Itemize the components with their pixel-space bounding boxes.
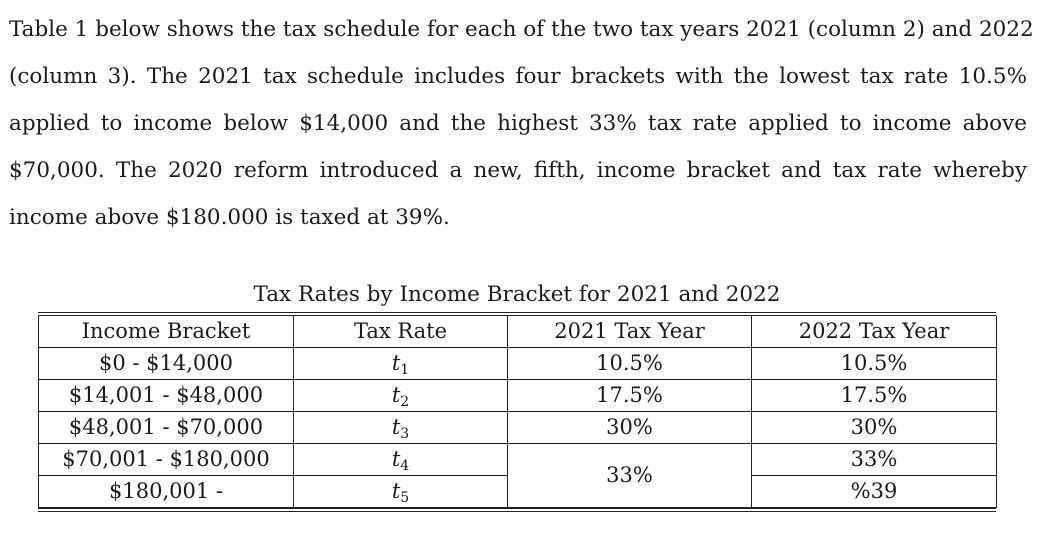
rate-2022-cell: %39 [752, 476, 997, 508]
rate-2021-cell: 17.5% [508, 380, 752, 412]
header-2022: 2022 Tax Year [752, 316, 997, 348]
intro-paragraph [9, 6, 1034, 241]
table-row [39, 380, 997, 412]
table-row [39, 444, 997, 476]
rate-2021-merged-cell: 33% [508, 444, 752, 508]
paragraph-line: income above $180.000 is taxed at 39%. [9, 205, 450, 230]
rate-2022-cell: 10.5% [752, 348, 997, 380]
rate-2022-cell: 30% [752, 412, 997, 444]
header-2021: 2021 Tax Year [508, 316, 752, 348]
rate-2022-cell: 33% [752, 444, 997, 476]
paragraph-line: $70,000. The 2020 reform introduced a new, fifth, income bracket and tax rate whereby [9, 158, 1027, 183]
header-tax-rate: Tax Rate [294, 316, 508, 348]
tax-table [38, 312, 996, 512]
header-income-bracket: Income Bracket [39, 316, 294, 348]
paragraph-line: applied to income below $14,000 and the highest 33% tax rate applied to income above [9, 111, 1027, 136]
table-row [39, 348, 997, 380]
table-row [39, 412, 997, 444]
tax-rate-cell: $t_2$ [294, 380, 508, 412]
rate-2021-cell: 30% [508, 412, 752, 444]
income-bracket-cell: $48,001 - $70,000 [39, 412, 294, 444]
paragraph-line: Table 1 below shows the tax schedule for each of the two tax years 2021 (column 2) and 2022 [9, 17, 1034, 42]
paragraph-line: (column 3). The 2021 tax schedule includes four brackets with the lowest tax rate 10.5% [9, 64, 1027, 89]
tax-rate-cell: $t_5$ [294, 476, 508, 508]
rate-2021-cell: 10.5% [508, 348, 752, 380]
income-bracket-cell: $14,001 - $48,000 [39, 380, 294, 412]
table-header-row [39, 316, 997, 348]
tax-rate-cell: $t_3$ [294, 412, 508, 444]
rate-2022-cell: 17.5% [752, 380, 997, 412]
income-bracket-cell: $70,001 - $180,000 [39, 444, 294, 476]
bottom-double-rule [38, 508, 996, 512]
tax-rate-cell: $t_1$ [294, 348, 508, 380]
income-bracket-cell: $0 - $14,000 [39, 348, 294, 380]
tax-rate-cell: $t_4$ [294, 444, 508, 476]
income-bracket-cell: $180,001 - [39, 476, 294, 508]
table-caption: Tax Rates by Income Bracket for 2021 and 2022 [253, 282, 781, 307]
